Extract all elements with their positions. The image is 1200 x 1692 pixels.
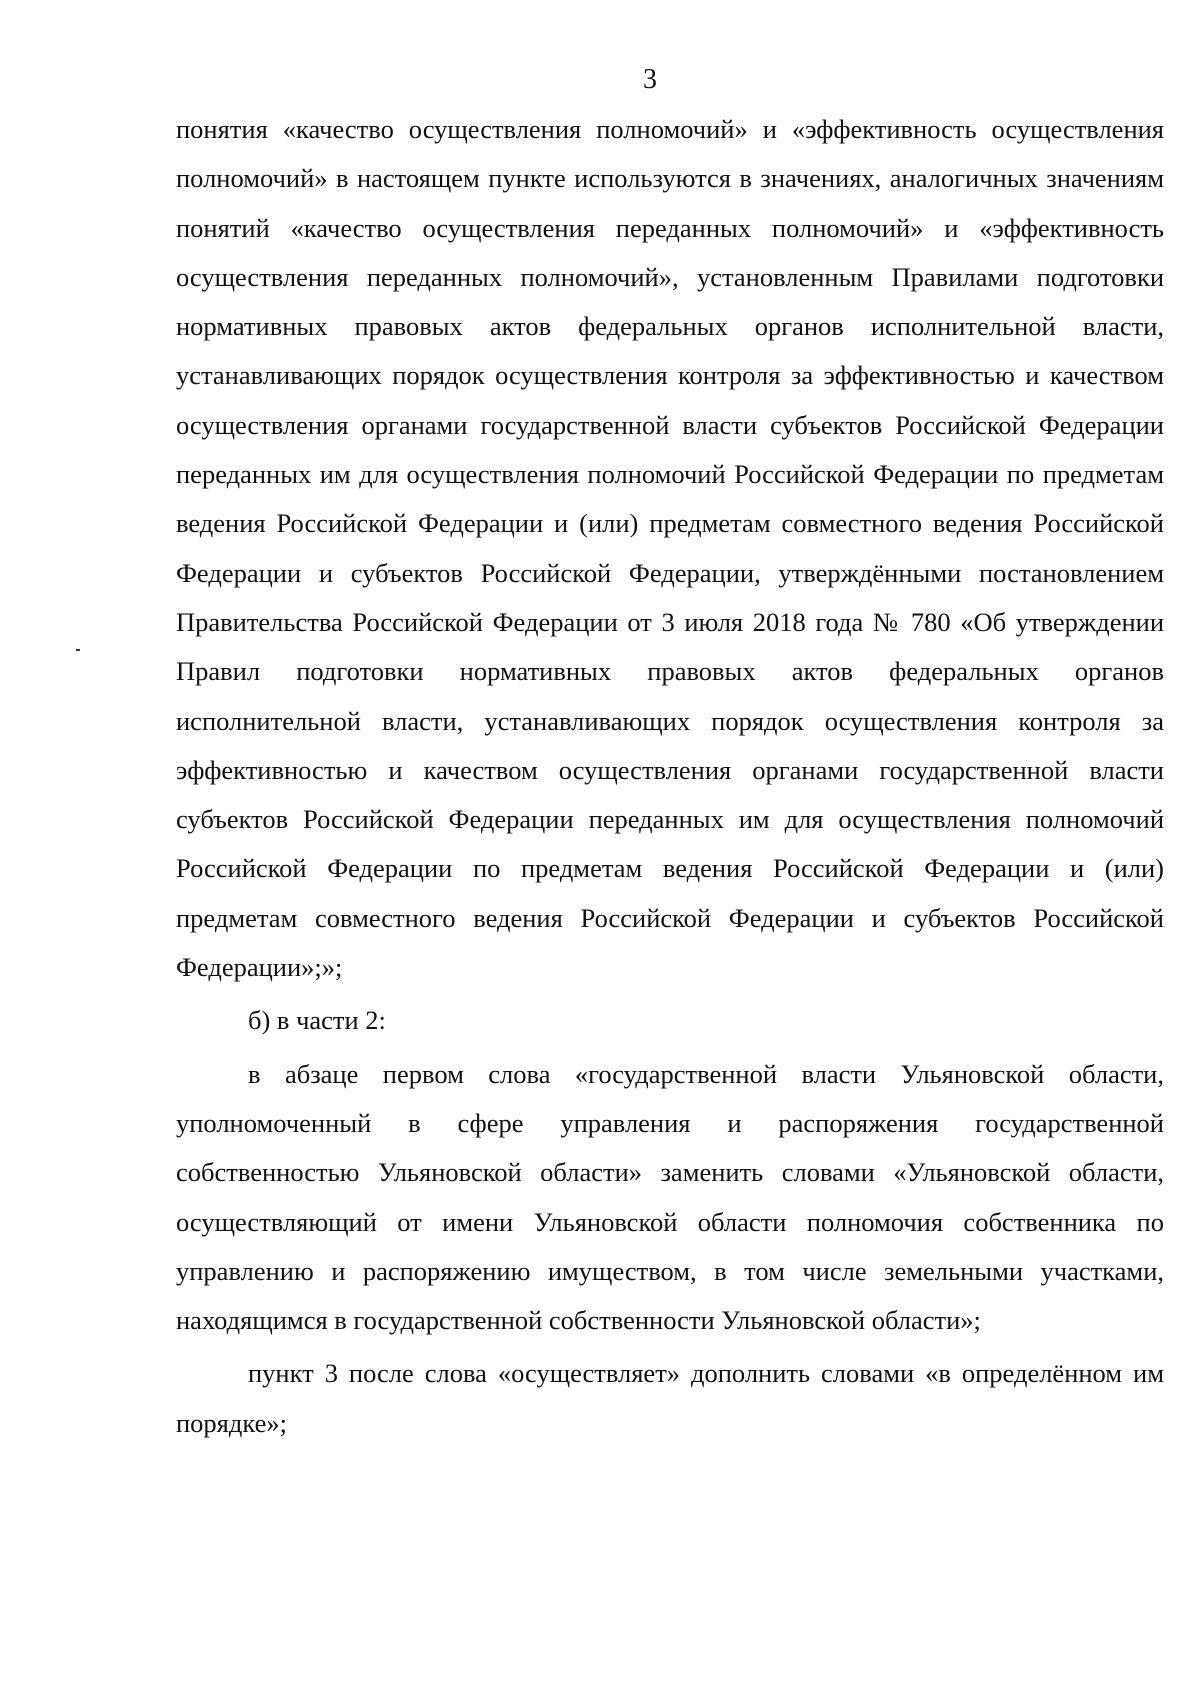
paragraph-first-abzac-amendment: в абзаце первом слова «государственной власти Ульяновской области, уполномоченный в сфере управления и распоряжения государственной собственностью Ульяновской области» заменить словами «Ульяновской области, осуществляющий от имени Ульяновской области полномочия собственника по управлению и распоряжению имуществом, в том числе земельными участками, находящимся в государственной собственности Ульяновской области»;: [176, 1058, 1164, 1336]
paragraph-continuation: понятия «качество осуществления полномочий» и «эффективность осуществления полномочий» в настоящем пункте используются в значениях, аналогичных значениям понятий «качество осуществления переданных полномочий» и «эффективность осуществления переданных полномочий», установленным Правилами подготовки нормативных правовых актов федеральных органов исполнительной власти, устанавливающих порядок осуществления контроля за эффективностью и качеством осуществления органами государственной власти субъектов Российской Федерации переданных им для осуществления полномочий Российской Федерации по предметам ведения Российской Федерации и (или) предметам совместного ведения Российской Федерации и субъектов Российской Федерации, утверждёнными постановлением Правительства Российской Федерации от 3 июля 2018 года № 780 «Об утверждении Правил подготовки нормативных правовых актов федеральных органов исполнительной власти, устанавливающих порядок осуществления контроля за эффективностью и качеством осуществления органами государственной власти субъектов Российской Федерации переданных им для осуществления полномочий Российской Федерации по предметам ведения Российской Федерации и (или) предметам совместного ведения Российской Федерации и субъектов Российской Федерации»;»;: [176, 114, 1164, 983]
margin-mark: [76, 649, 80, 651]
paragraph-point-3-amendment: пункт 3 после слова «осуществляет» дополнить словами «в определённом им порядке»;: [176, 1358, 1164, 1438]
document-body: [176, 105, 1164, 1448]
paragraph-subitem-b: б) в части 2:: [248, 1005, 386, 1036]
page-number: 3: [643, 64, 657, 95]
